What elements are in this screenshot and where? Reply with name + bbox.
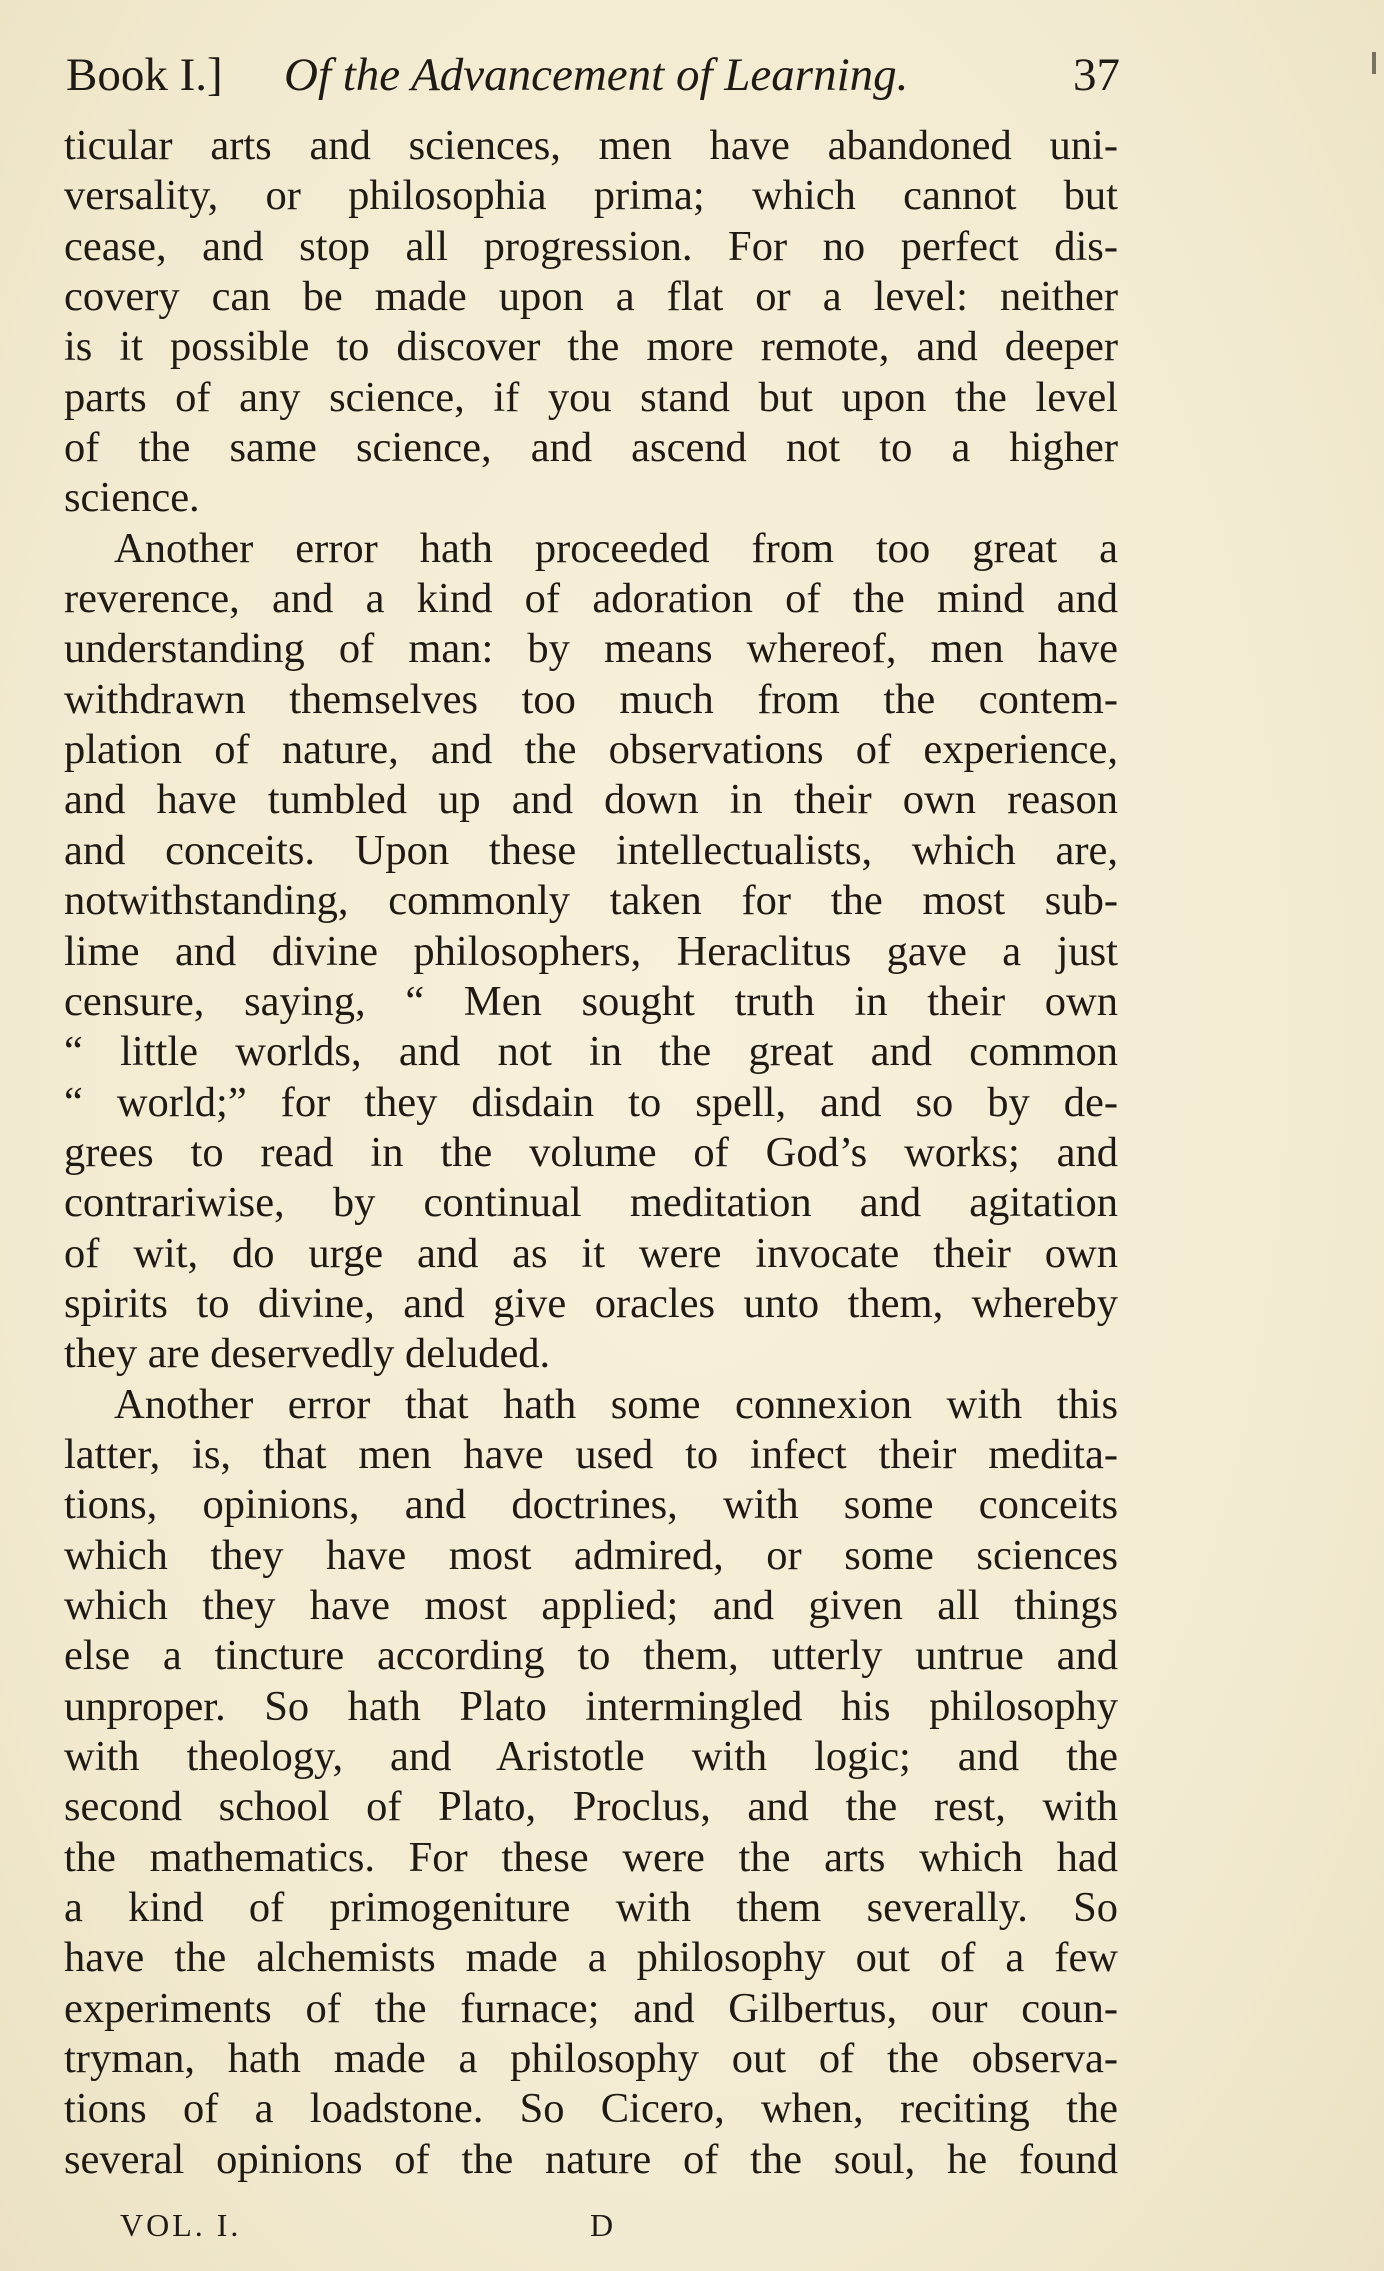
text-line: censure, saying, “ Men sought truth in their own <box>64 977 1118 1025</box>
text-line: of the same science, and ascend not to a higher <box>64 424 1118 472</box>
text-line: they are deservedly deluded. <box>64 1330 551 1378</box>
text-line: notwithstanding, commonly taken for the most sub- <box>64 877 1118 925</box>
text-line: spirits to divine, and give oracles unto them, whereby <box>64 1279 1118 1327</box>
text-line: science. <box>64 474 200 522</box>
text-line: tions of a loadstone. So Cicero, when, reciting the <box>64 2085 1118 2133</box>
text-line: a kind of primogeniture with them severally. So <box>64 1884 1118 1932</box>
body-text <box>64 121 1118 2185</box>
text-line: plation of nature, and the observations of experience, <box>64 726 1118 774</box>
text-line: latter, is, that men have used to infect their medita- <box>64 1430 1118 1478</box>
text-line: which they have most applied; and given all things <box>64 1581 1118 1629</box>
volume-marker: VOL. I. <box>120 2207 242 2243</box>
signature-mark: D <box>590 2207 617 2243</box>
text-line: have the alchemists made a philosophy out of a few <box>64 1934 1118 1982</box>
text-line: with theology, and Aristotle with logic; and the <box>64 1733 1118 1780</box>
paragraph-start: Another error hath proceeded from too great a <box>114 524 1118 572</box>
text-line: tryman, hath made a philosophy out of the observa- <box>64 2035 1118 2083</box>
text-line: parts of any science, if you stand but upon the level <box>64 373 1118 421</box>
text-line: understanding of man: by means whereof, men have <box>64 625 1118 673</box>
text-line: experiments of the furnace; and Gilbertus, our coun- <box>64 1984 1118 2032</box>
text-line: of wit, do urge and as it were invocate their own <box>64 1229 1118 1277</box>
text-line: unproper. So hath Plato intermingled his philosophy <box>64 1682 1118 1730</box>
running-header <box>62 40 1120 110</box>
text-line: ticular arts and sciences, men have abandoned uni- <box>64 122 1118 169</box>
text-line: which they have most admired, or some sciences <box>64 1531 1118 1579</box>
text-line: “ little worlds, and not in the great and common <box>64 1028 1118 1076</box>
text-line: cease, and stop all progression. For no perfect dis- <box>64 222 1118 270</box>
text-line: contrariwise, by continual meditation and agitation <box>64 1179 1118 1227</box>
margin-mark <box>1372 52 1376 74</box>
text-line: several opinions of the nature of the soul, he found <box>64 2135 1118 2183</box>
text-line: reverence, and a kind of adoration of the mind and <box>64 575 1118 623</box>
text-line: the mathematics. For these were the arts which had <box>64 1833 1118 1881</box>
text-line: tions, opinions, and doctrines, with some conceits <box>64 1481 1118 1529</box>
text-line: lime and divine philosophers, Heraclitus gave a just <box>64 927 1118 975</box>
book-reference: Book I.] <box>66 49 223 101</box>
text-line: else a tincture according to them, utterly untrue and <box>64 1632 1118 1680</box>
text-line: versality, or philosophia prima; which cannot but <box>64 172 1118 220</box>
text-line: is it possible to discover the more remote, and deeper <box>64 323 1118 371</box>
running-title: Of the Advancement of Learning. <box>284 49 909 101</box>
page-number: 37 <box>1073 49 1120 101</box>
page-footer <box>120 2205 640 2245</box>
text-line: grees to read in the volume of God’s works; and <box>64 1128 1118 1176</box>
text-line: and conceits. Upon these intellectualists, which are, <box>64 826 1118 874</box>
text-line: “ world;” for they disdain to spell, and so by de- <box>64 1078 1118 1126</box>
text-line: withdrawn themselves too much from the contem- <box>64 675 1118 723</box>
text-line: and have tumbled up and down in their own reason <box>64 776 1118 824</box>
text-line: second school of Plato, Proclus, and the rest, with <box>64 1783 1118 1831</box>
text-line: covery can be made upon a flat or a level: neither <box>64 273 1118 321</box>
paragraph-start: Another error that hath some connexion with this <box>114 1380 1118 1428</box>
